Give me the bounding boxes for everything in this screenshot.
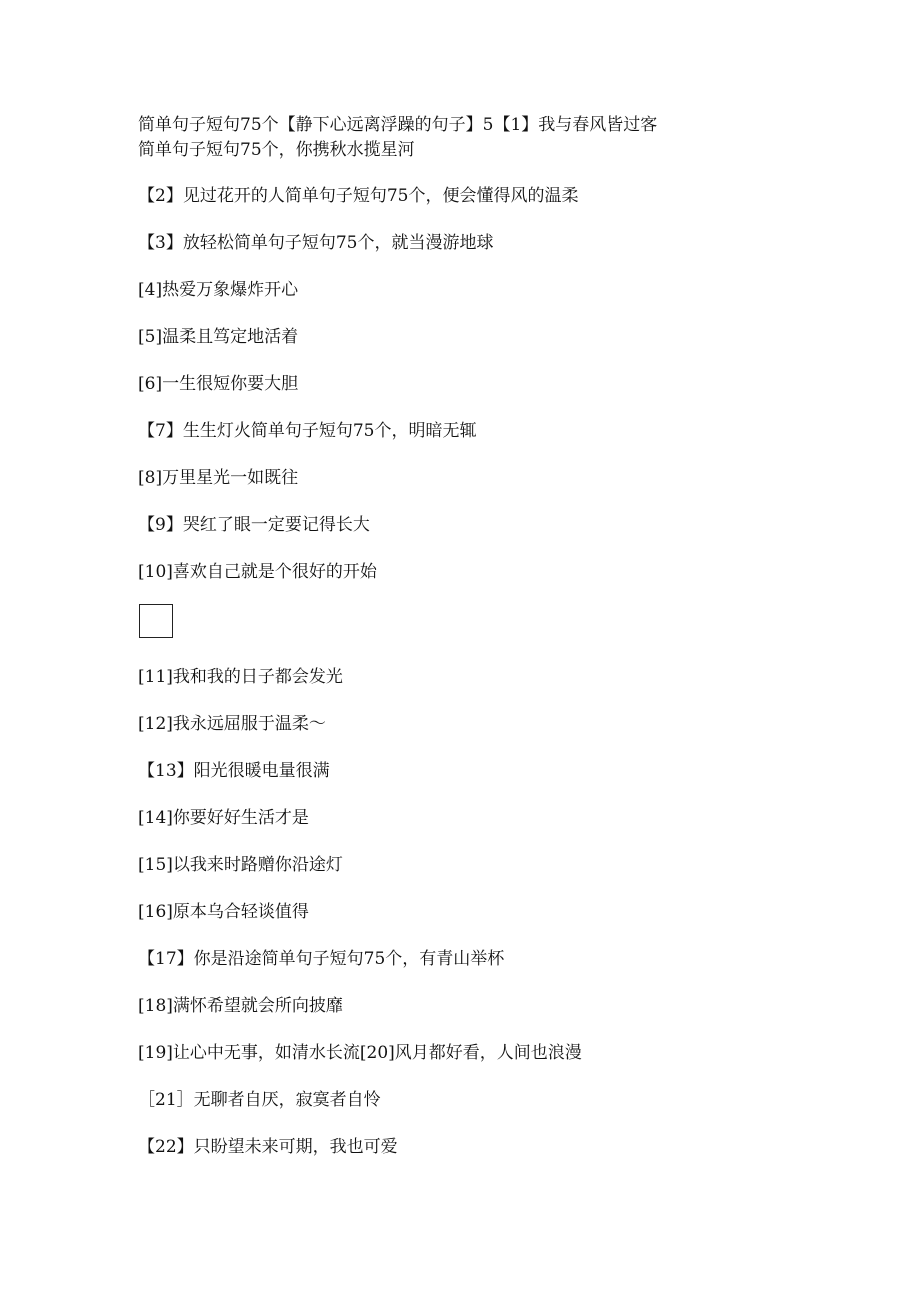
sentence-6: [6]一生很短你要大胆	[138, 374, 299, 394]
sentence-11: [11]我和我的日子都会发光	[138, 667, 343, 687]
sentence-3: 【3】放轻松简单句子短句75个，就当漫游地球	[138, 233, 494, 253]
sentence-17: 【17】你是沿途简单句子短句75个，有青山举杯	[138, 949, 505, 969]
sentence-18: [18]满怀希望就会所向披靡	[138, 996, 343, 1016]
sentence-21: ［21］无聊者自厌，寂寞者自怜	[138, 1090, 381, 1110]
sentence-4: [4]热爱万象爆炸开心	[138, 280, 299, 300]
sentence-19-20: [19]让心中无事，如清水长流[20]风月都好看，人间也浪漫	[138, 1043, 582, 1063]
sentence-8: [8]万里星光一如既往	[138, 468, 299, 488]
sentence-5: [5]温柔且笃定地活着	[138, 327, 299, 347]
document-body	[138, 113, 658, 1182]
sentence-15: [15]以我来时路赠你沿途灯	[138, 855, 343, 875]
sentence-12: [12]我永远屈服于温柔～	[138, 714, 326, 734]
sentence-13: 【13】阳光很暖电量很满	[138, 761, 330, 781]
sentence-9: 【9】哭红了眼一定要记得长大	[138, 515, 370, 535]
sentence-16: [16]原本乌合轻谈值得	[138, 902, 309, 922]
sentence-14: [14]你要好好生活才是	[138, 808, 309, 828]
sentence-7: 【7】生生灯火简单句子短句75个，明暗无辄	[138, 421, 477, 441]
sentence-10: [10]喜欢自己就是个很好的开始	[138, 562, 377, 582]
intro-paragraph: 简单句子短句75个【静下心远离浮躁的句子】5【1】我与春风皆过客简单句子短句75个，你携秋水揽星河	[138, 115, 658, 160]
sentence-2: 【2】见过花开的人简单句子短句75个，便会懂得风的温柔	[138, 186, 579, 206]
sentence-22: 【22】只盼望未来可期，我也可爱	[138, 1137, 398, 1157]
empty-image-placeholder	[139, 604, 173, 638]
